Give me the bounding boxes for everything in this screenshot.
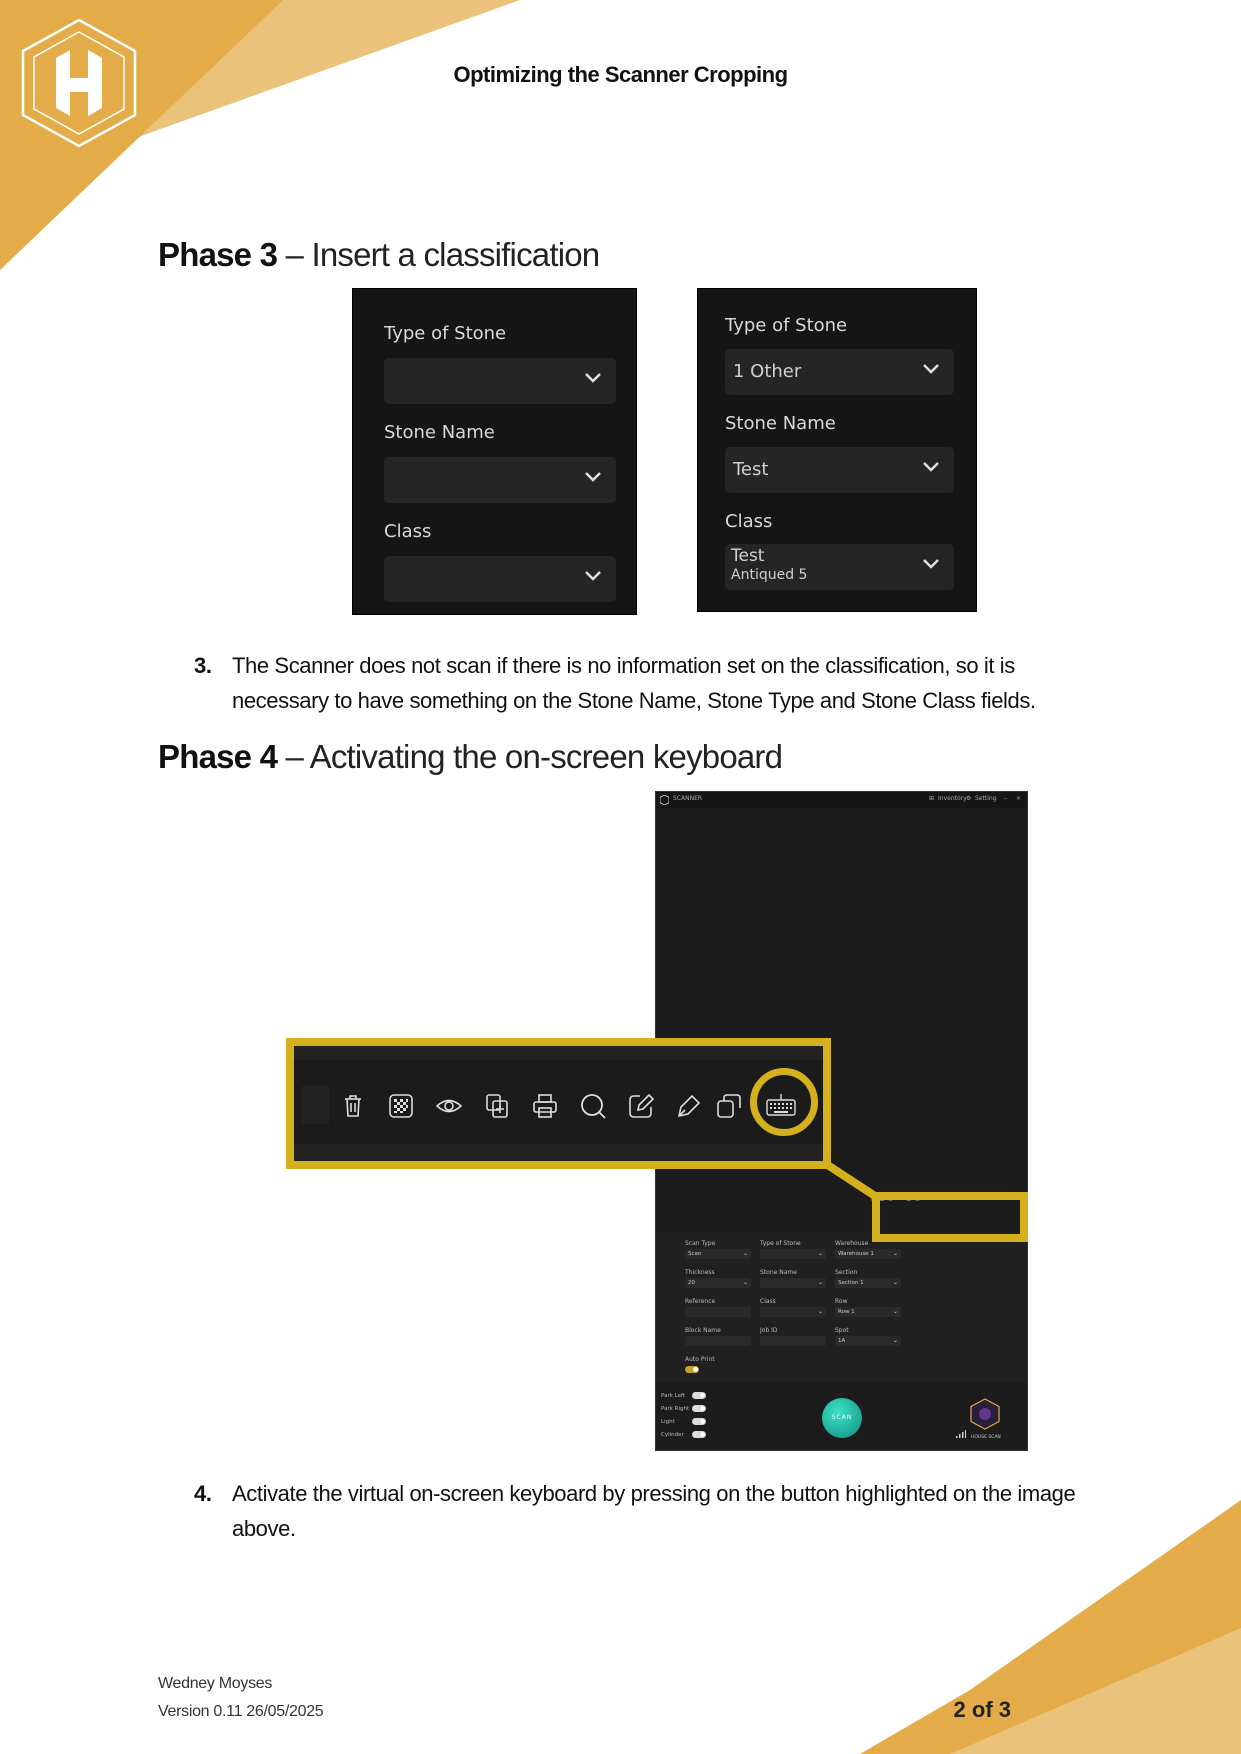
eye-icon[interactable]: ◉ [887, 1194, 897, 1202]
park-left-toggle[interactable] [692, 1392, 706, 1399]
class-select[interactable] [384, 556, 616, 602]
stone-name-label: Stone Name [725, 413, 836, 434]
footer-author: Wedney Moyses [158, 1675, 273, 1692]
chevron-down-icon [922, 558, 940, 570]
auto-print-toggle[interactable] [685, 1366, 699, 1373]
row-value: Row 1 [838, 1309, 855, 1315]
thickness-select[interactable]: 20 ⌄ [685, 1278, 751, 1288]
toolbar-zoom-callout [286, 1038, 831, 1169]
class-value: Test [731, 546, 765, 566]
light-toggle[interactable] [692, 1418, 706, 1425]
class-select[interactable] [725, 544, 954, 590]
warehouse-select[interactable]: Warehouse 1 ⌄ [835, 1249, 901, 1259]
app-class-select[interactable]: ⌄ [760, 1307, 826, 1317]
step-3 [194, 648, 1094, 720]
park-left-label: Park Left [661, 1393, 685, 1399]
warehouse-label: Warehouse [835, 1240, 869, 1247]
step-3-number: 3. [194, 653, 212, 678]
type-of-stone-select[interactable] [384, 358, 616, 404]
inventory-link[interactable]: Inventory [938, 795, 967, 802]
cylinder-toggle[interactable] [692, 1431, 706, 1438]
duplicate-icon[interactable] [714, 1091, 744, 1121]
step-4 [194, 1476, 1094, 1548]
row-label: Row [835, 1298, 848, 1305]
type-of-stone-select[interactable] [725, 349, 954, 395]
park-right-toggle[interactable] [692, 1405, 706, 1412]
minimize-icon[interactable]: – [1004, 795, 1007, 802]
checker-icon[interactable]: ▦ [877, 1194, 888, 1202]
chevron-down-icon [584, 471, 602, 483]
reference-input[interactable] [685, 1307, 751, 1317]
document-title: Optimizing the Scanner Cropping [453, 62, 788, 87]
block-name-input[interactable] [685, 1336, 751, 1346]
scan-type-select[interactable]: Scan ⌄ [685, 1249, 751, 1259]
zoom-bottom-strip [294, 1144, 823, 1161]
spot-label: Spot [835, 1327, 849, 1334]
section-label: Section [835, 1269, 858, 1276]
scan-form [656, 1232, 1027, 1382]
type-of-stone-label: Type of Stone [384, 323, 507, 344]
section-value: Section 1 [838, 1280, 864, 1286]
close-icon[interactable]: × [1016, 795, 1022, 802]
chevron-down-icon [584, 570, 602, 582]
printer-icon[interactable]: ⎙ [905, 1194, 915, 1202]
house-scan-brand: HOUSE SCAN [971, 1435, 1001, 1440]
cylinder-label: Cylinder [661, 1432, 684, 1438]
light-label: Light [661, 1419, 675, 1425]
app-type-of-stone-select[interactable]: ⌄ [760, 1249, 826, 1259]
stone-name-value: Test [733, 459, 769, 480]
spot-select[interactable]: 1A ⌄ [835, 1336, 901, 1346]
phase4-heading [158, 738, 782, 776]
search-icon[interactable]: ○ [914, 1194, 924, 1202]
eye-icon[interactable] [434, 1091, 464, 1121]
step-3-text: The Scanner does not scan if there is no information set on the classification, so it is necessary to have something on the Stone Name, Stone Type and Stone Class fields. [232, 653, 1036, 713]
copy-add-icon[interactable] [482, 1091, 512, 1121]
row-select[interactable]: Row 1 ⌄ [835, 1307, 901, 1317]
chevron-down-icon [922, 363, 940, 375]
keyboard-icon[interactable] [766, 1091, 796, 1121]
duplicate-icon[interactable]: ⧉ [941, 1194, 950, 1202]
app-titlebar [656, 792, 1027, 808]
class-subvalue: Antiqued 5 [731, 567, 808, 583]
classification-panel-empty [352, 288, 637, 615]
auto-print-label: Auto Print [685, 1356, 715, 1363]
page-number: 2 of 3 [953, 1697, 1011, 1722]
class-label: Class [725, 511, 773, 532]
chevron-down-icon [584, 372, 602, 384]
scan-button[interactable]: SCAN [822, 1398, 862, 1438]
job-id-label: Job ID [760, 1327, 778, 1334]
block-name-label: Block Name [685, 1327, 721, 1334]
zoom-left-stub [302, 1086, 329, 1124]
settings-icon[interactable]: ⚙ [966, 795, 972, 802]
type-of-stone-label: Type of Stone [725, 315, 848, 336]
chevron-down-icon [922, 461, 940, 473]
stone-name-select[interactable] [384, 457, 616, 503]
classification-panel-filled [697, 288, 977, 612]
checker-icon[interactable] [386, 1091, 416, 1121]
zoom-top-strip [294, 1046, 823, 1060]
app-logo-icon [660, 795, 669, 805]
class-label: Class [384, 521, 432, 542]
step-4-text: Activate the virtual on-screen keyboard by pressing on the button highlighted on the image above. [232, 1481, 1076, 1541]
type-of-stone-value: 1 Other [733, 361, 802, 382]
park-right-label: Park Right [661, 1406, 690, 1412]
setting-link[interactable]: Setting [975, 795, 997, 802]
scan-type-label: Scan Type [685, 1240, 716, 1247]
signal-icon [956, 1430, 966, 1438]
app-type-of-stone-label: Type of Stone [760, 1240, 801, 1247]
phase3-title: – Insert a classification [277, 236, 600, 273]
app-stone-name-label: Stone Name [760, 1269, 797, 1276]
step-4-number: 4. [194, 1481, 212, 1506]
phase3-label: Phase 3 [158, 236, 278, 273]
app-title: SCANNER [673, 795, 703, 802]
trash-icon[interactable]: ▯ [871, 1194, 878, 1202]
thickness-label: Thickness [685, 1269, 715, 1276]
phase4-label: Phase 4 [158, 738, 278, 775]
section-select[interactable]: Section 1 ⌄ [835, 1278, 901, 1288]
phase3-heading [158, 236, 599, 274]
search-icon[interactable] [578, 1091, 608, 1121]
toolbar-highlight-connector [820, 1160, 1030, 1245]
edit-icon[interactable]: ✎ [923, 1194, 933, 1202]
job-id-input[interactable] [760, 1336, 826, 1346]
printer-icon[interactable] [530, 1091, 560, 1121]
house-scan-logo [970, 1398, 1000, 1430]
scan-type-value: Scan [688, 1251, 702, 1257]
app-class-label: Class [760, 1298, 776, 1305]
pen-icon[interactable]: ✐ [932, 1194, 942, 1202]
pen-icon[interactable] [674, 1091, 704, 1121]
stone-name-select[interactable] [725, 447, 954, 493]
reference-label: Reference [685, 1298, 716, 1305]
trash-icon[interactable] [338, 1091, 368, 1121]
copy-add-icon[interactable]: ❐ [896, 1194, 906, 1202]
edit-icon[interactable] [626, 1091, 656, 1121]
app-stone-name-select[interactable]: ⌄ [760, 1278, 826, 1288]
thickness-value: 20 [688, 1280, 695, 1286]
footer-version: Version 0.11 26/05/2025 [158, 1703, 324, 1720]
phase4-title: – Activating the on-screen keyboard [277, 738, 783, 775]
warehouse-value: Warehouse 1 [838, 1251, 874, 1257]
inventory-icon[interactable]: ⊞ [929, 795, 935, 802]
spot-value: 1A [838, 1338, 846, 1344]
stone-name-label: Stone Name [384, 422, 495, 443]
keyboard-icon[interactable]: ⌨ [949, 1194, 963, 1202]
